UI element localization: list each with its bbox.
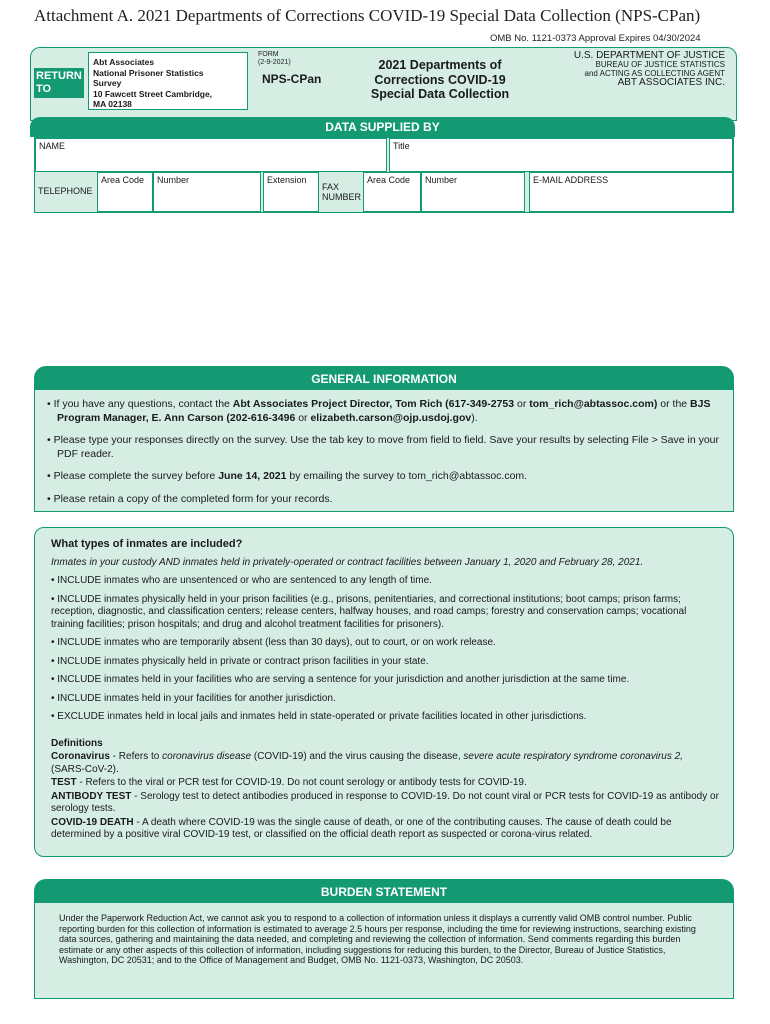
- fax-area-code-field[interactable]: Area Code: [363, 172, 421, 212]
- general-info-header: GENERAL INFORMATION: [34, 366, 734, 390]
- return-address: Abt Associates National Prisoner Statistics Survey 10 Fawcett Street Cambridge, MA 02138: [88, 52, 248, 110]
- omb-approval: OMB No. 1121-0373 Approval Expires 04/30/2024: [490, 33, 701, 44]
- def-covid-death: COVID-19 DEATH - A death where COVID-19 was the single cause of death, or one of the contributing causes. The cause of death could be determined by a positive viral COVID-19 test, or classified on the official death report as suspected or corona-virus related.: [51, 816, 672, 840]
- survey-name: 2021 Departments of Corrections COVID-19 Special Data Collection: [370, 58, 510, 101]
- burden-statement-text: Under the Paperwork Reduction Act, we cannot ask you to respond to a collection of information unless it displays a currently valid OMB control number. Public reporting burden for this collection of information is estimated to average 2.5 hours per response, including the time for reviewing instructions, searching existing data sources, gathering and maintaining the data needed, and completing and reviewing the collection of information. Send comments regarding this burden estimate or any other aspects of this collection of information, including suggestions for reducing this burden, to the Director, Bureau of Justice Statistics, Washington, DC 20531; and to the Office of Management and Budget, OMB No. 1121-0373, Washington, DC 20503.: [59, 913, 696, 965]
- inmates-bullet: • INCLUDE inmates physically held in your prison facilities (e.g., prisons, penitentiaries, and correctional institutions; boot camps; prison farms; reception, diagnostic, and classification centers; release centers, halfway houses, and road camps; forestry and conservation camps; vocational training facilities; prison hospitals; and drug and alcohol treatment facilities for prisoners).: [51, 593, 687, 630]
- burden-statement-header: BURDEN STATEMENT: [34, 879, 734, 903]
- inmates-bullet: • INCLUDE inmates who are temporarily absent (less than 30 days), out to court, or on work release.: [51, 637, 496, 648]
- inmates-bullet: • INCLUDE inmates who are unsentenced or who are sentenced to any length of time.: [51, 575, 432, 586]
- inmates-bullet: • INCLUDE inmates held in your facilities for another jurisdiction.: [51, 692, 336, 704]
- general-bullet-contact: • If you have any questions, contact the Abt Associates Project Director, Tom Rich (617-349-2753 or tom_rich@abtassoc.com) or the BJS Program Manager, E. Ann Carson (202-616-3496 or elizabeth.carson@ojp.usdoj.gov).: [47, 398, 711, 424]
- phone-number-field[interactable]: Number: [153, 172, 261, 212]
- form-info: FORM (2-9-2021): [258, 51, 291, 66]
- inmates-bullet: • EXCLUDE inmates held in local jails and inmates held in state-operated or private facilities located in other jurisdictions.: [51, 711, 587, 722]
- agency-block: U.S. DEPARTMENT OF JUSTICE BUREAU OF JUSTICE STATISTICS and ACTING AS COLLECTING AGENT ABT ASSOCIATES INC.: [573, 50, 725, 88]
- fax-label: FAX NUMBER: [322, 182, 362, 202]
- data-supplied-header: DATA SUPPLIED BY: [30, 117, 735, 137]
- general-bullet-retain: • Please retain a copy of the completed form for your records.: [47, 492, 333, 505]
- def-coronavirus: Coronavirus - Refers to coronavirus disease (COVID-19) and the virus causing the disease, severe acute respiratory syndrome coronavirus 2, (SARS-CoV-2).: [51, 751, 683, 775]
- general-bullet-deadline: • Please complete the survey before June 14, 2021 by emailing the survey to tom_rich@abtassoc.com.: [47, 470, 528, 482]
- definitions-heading: Definitions: [51, 737, 103, 749]
- burden-statement-panel: [34, 903, 734, 999]
- title-field[interactable]: Title: [389, 138, 733, 172]
- inmates-bullet: • INCLUDE inmates physically held in private or contract prison facilities in your state.: [51, 655, 429, 667]
- telephone-label: TELEPHONE: [38, 186, 93, 196]
- email-field[interactable]: E-MAIL ADDRESS: [529, 172, 733, 212]
- def-test: TEST - Refers to the viral or PCR test for COVID-19. Do not count serology or antibody tests for COVID-19.: [51, 777, 527, 788]
- def-antibody-test: ANTIBODY TEST - Serology test to detect antibodies produced in response to COVID-19. Do not count viral or PCR tests for COVID-19 as antibody or serology tests.: [51, 790, 719, 814]
- area-code-field[interactable]: Area Code: [97, 172, 153, 212]
- general-info-panel: [34, 390, 734, 512]
- general-bullet-type: • Please type your responses directly on the survey. Use the tab key to move from field to field. Save your results by selecting File > Save in your PDF reader.: [47, 434, 720, 460]
- name-field[interactable]: NAME: [35, 138, 387, 172]
- inmates-heading: What types of inmates are included?: [51, 538, 243, 550]
- definitions: [51, 738, 719, 842]
- inmates-intro: Inmates in your custody AND inmates held in privately-operated or contract facilities between January 1, 2020 and February 28, 2021.: [51, 556, 644, 568]
- fax-number-field[interactable]: Number: [421, 172, 525, 212]
- return-to-label: RETURN TO: [34, 68, 84, 98]
- contact-grid: [34, 137, 734, 213]
- form-name: NPS-CPan: [262, 72, 322, 86]
- inmates-panel: [34, 527, 734, 857]
- extension-field[interactable]: Extension: [263, 172, 319, 212]
- document-title: Attachment A. 2021 Departments of Corrections COVID-19 Special Data Collection (NPS-CPan): [34, 6, 701, 25]
- inmates-bullet: • INCLUDE inmates held in your facilities who are serving a sentence for your jurisdiction and another jurisdiction at the same time.: [51, 674, 630, 685]
